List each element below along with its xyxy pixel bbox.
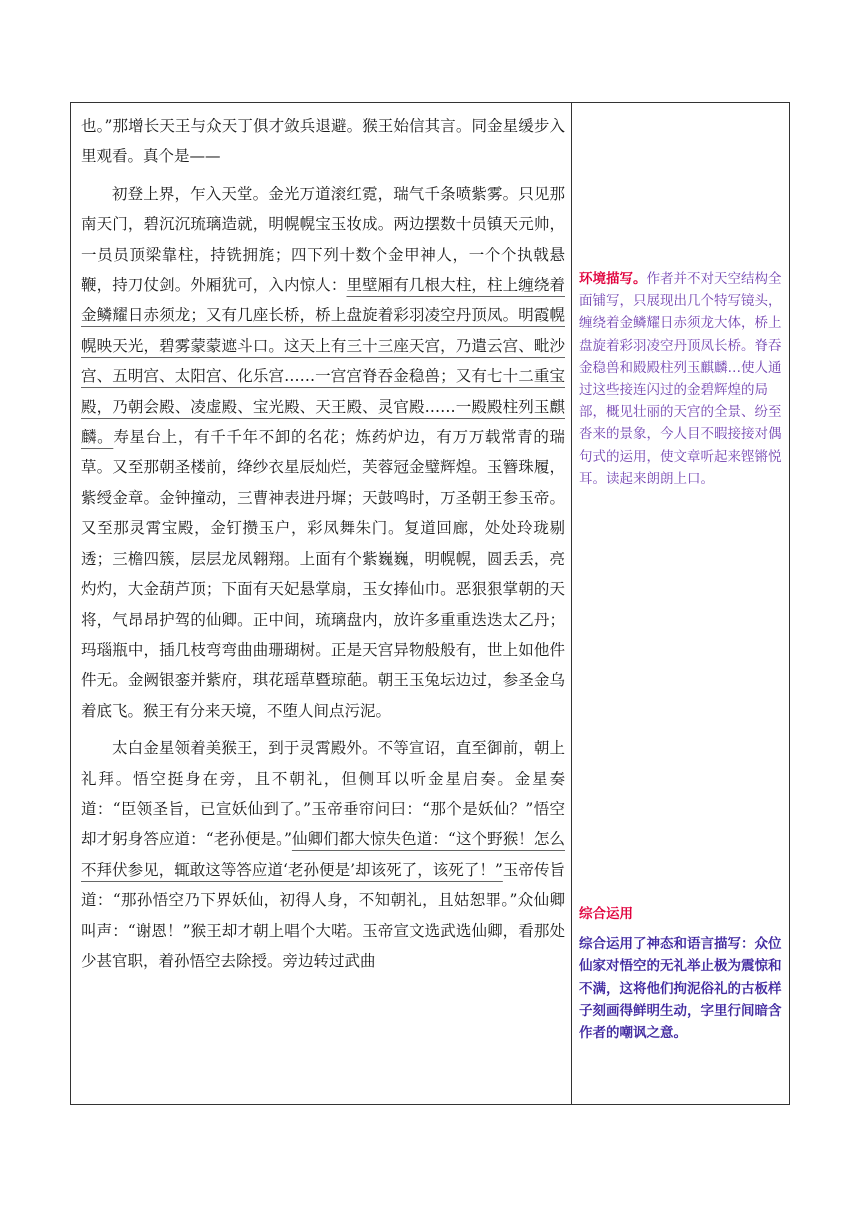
annotation-comprehensive-tag: 综合运用: [579, 906, 633, 922]
paragraph-3-part-a: 太白金星领着美猴王，到于灵霄殿外。不等宣诏，直至御前，朝上礼拜。悟空挺身在旁，且不朝礼，但侧耳以听金星启奏。金星奏道：“臣领圣旨，已宣妖仙到了。”玉帝垂帘问曰：“那个是妖仙？”悟空却才躬身答应道：“老孙便是。”: [81, 739, 565, 849]
annotation-comprehensive: [579, 903, 786, 1044]
paragraph-2-part-b: 寿星台上，有千千年不卸的名花；炼药炉边，有万万载常青的瑞草。又至那朝圣楼前，绛纱衣星辰灿烂，芙蓉冠金璧辉煌。玉簪珠履，紫绶金章。金钟撞动，三曹神表进丹墀；天鼓鸣时，万圣朝王参玉帝。又至那灵霄宝殿，金钉攒玉户，彩凤舞朱门。复道回廊，处处玲珑剔透；三檐四簇，层层龙凤翱翔。上面有个紫巍巍，明幌幌，圆丢丢，亮灼灼，大金葫芦顶；下面有天妃悬掌扇，玉女捧仙巾。恶狠狠掌朝的天将，气昂昂护驾的仙卿。正中间，琉璃盘内，放许多重重迭迭太乙丹；玛瑙瓶中，插几枝弯弯曲曲珊瑚树。正是天宫异物般般有，世上如他件件无。金阙银銮并紫府，琪花瑶草暨琼葩。朝王玉兔坛边过，参圣金乌着底飞。猴王有分来天境，不堕人间点污泥。: [81, 428, 565, 720]
annotation-table: [70, 102, 790, 1105]
main-text-column: [81, 111, 565, 983]
paragraph-3-underlined: 仙卿们都大惊失色道：“这个野猴！怎么不拜伏参见，辄敢这等答应道‘老孙便是’却该死了，该死了！”: [81, 830, 565, 879]
paragraph-1: 也。”那增长天王与众天丁俱才敛兵退避。猴王始信其言。同金星缓步入里观看。真个是——: [81, 117, 565, 166]
annotation-environment: [579, 268, 786, 490]
paragraph-2-underlined: 里壁厢有几根大柱，柱上缠绕着金鳞耀日赤须龙；又有几座长桥，桥上盘旋着彩羽凌空丹顶凤。明霞幌幌映天光，碧雾蒙蒙遮斗口。这天上有三十三座天宫，乃遣云宫、毗沙宫、五明宫、太阳宫、化乐宫……一宫宫脊吞金稳兽；又有七十二重宝殿，乃朝会殿、凌虚殿、宝光殿、天王殿、灵官殿……一殿殿柱列玉麒麟。: [81, 276, 565, 447]
annotation-environment-text: 作者并不对天空结构全面铺写，只展现出几个特写镜头，缠绕着金鳞耀日赤须龙大体，桥上盘旋着彩羽凌空丹顶凤长桥。脊吞金稳兽和殿殿柱列玉麒麟…使人通过这些接连闪过的金碧辉煌的局部，概见壮丽的天宫的全景、纷至沓来的景象，今人目不暇接接对偶句式的运用，使文章听起来铿锵悦耳。读起来朗朗上口。: [579, 271, 782, 487]
annotation-environment-tag: 环境描写。: [579, 271, 647, 287]
paragraph-2-part-a: 初登上界，乍入天堂。金光万道滚红霓，瑞气千条喷紫雾。只见那南天门，碧沉沉琉璃造就，明幌幌宝玉妆成。两边摆数十员镇天元帅，一员员顶梁靠柱，持铣拥旄；四下列十数个金甲神人，一个个执戟悬鞭，持刀仗剑。外厢犹可，入内惊人：: [81, 184, 565, 295]
annotation-comprehensive-text: 综合运用了神态和语言描写：众位仙家对悟空的无礼举止极为震惊和不满，这将他们拘泥俗礼的古板样子刻画得鲜明生动，字里行间暗含作者的嘲讽之意。: [579, 936, 782, 1042]
column-divider: [571, 103, 572, 1104]
paragraph-3-part-b: 玉帝传旨道：“那孙悟空乃下界妖仙，初得人身，不知朝礼，且姑恕罪。”众仙卿叫声：“谢恩！”猴王却才朝上唱个大喏。玉帝宣文选武选仙卿，看那处少甚官职，着孙悟空去除授。旁边转过武曲: [81, 860, 565, 970]
paragraph-2: [81, 179, 565, 726]
paragraph-3: [81, 733, 565, 976]
